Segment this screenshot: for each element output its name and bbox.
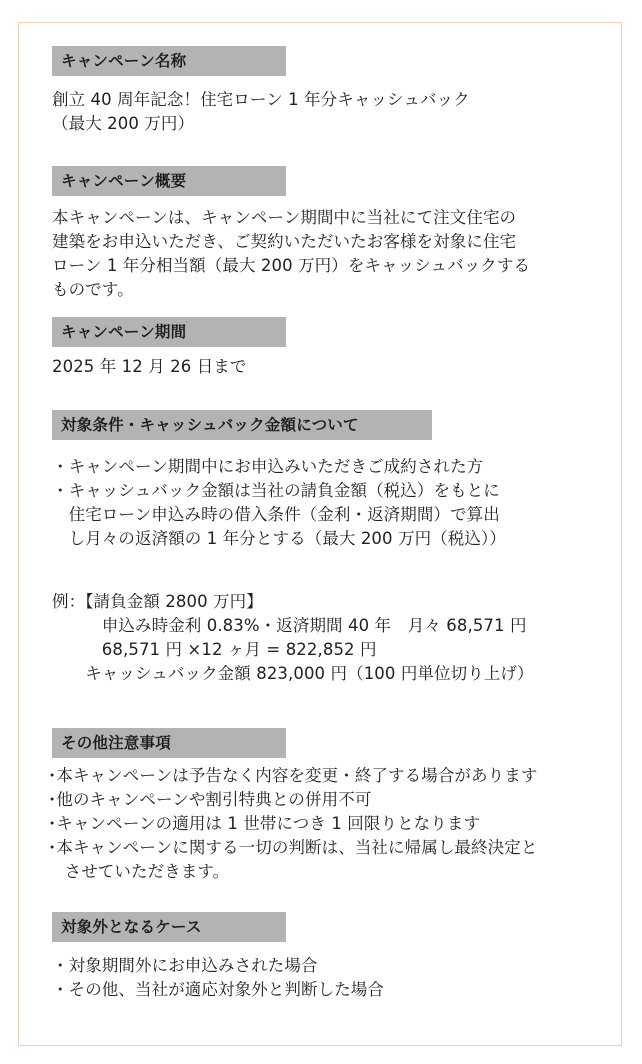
excluded-line: ・その他、当社が適応対象外と判断した場合 [52,980,384,999]
notes-line: ･本キャンペーンは予告なく内容を変更・終了する場合があります [48,766,538,785]
campaign-overview-text [52,206,530,302]
notes-line: させていただきます。 [48,862,230,881]
excluded-cases-heading: 対象外となるケース [52,912,286,942]
period-line: 2025 年 12 月 26 日まで [52,357,247,376]
conditions-text [52,455,506,551]
conditions-line: 住宅ローン申込み時の借入条件（金利・返済期間）で算出 [52,505,500,524]
overview-line: ものです。 [52,280,134,299]
conditions-line: し月々の返済額の 1 年分とする（最大 200 万円（税込）） [52,529,506,548]
campaign-period-heading: キャンペーン期間 [52,317,286,347]
excluded-line: ・対象期間外にお申込みされた場合 [52,956,318,975]
cashback-example [52,590,534,686]
example-line: 例：【請負金額 2800 万円】 [52,592,263,611]
example-line: 68,571 円 ×12 ヶ月 = 822,852 円 [52,640,377,659]
example-line: キャッシュバック金額 823,000 円（100 円単位切り上げ） [52,664,534,683]
notes-line: ･他のキャンペーンや割引特典との併用不可 [48,790,372,809]
notes-line: ･キャンペーンの適用は 1 世帯につき 1 回限りとなります [48,814,481,833]
campaign-name-text [52,88,470,136]
notes-line: ･本キャンペーンに関する一切の判断は、当社に帰属し最終決定と [48,838,538,857]
overview-line: 建築をお申込いただき、ご契約いただいたお客様を対象に住宅 [52,232,517,251]
campaign-overview-heading: キャンペーン概要 [52,166,286,196]
notes-text [48,764,537,884]
example-line: 申込み時金利 0.83%・返済期間 40 年 月々 68,571 円 [52,616,527,635]
campaign-name-heading: キャンペーン名称 [52,46,286,76]
overview-line: ローン 1 年分相当額（最大 200 万円）をキャッシュバックする [52,256,531,275]
conditions-line: ・キャンペーン期間中にお申込みいただきご成約された方 [52,457,484,476]
campaign-period-text [52,355,247,379]
conditions-heading: 対象条件・キャッシュバック金額について [52,410,432,440]
campaign-name-line: （最大 200 万円） [52,114,195,133]
overview-line: 本キャンペーンは、キャンペーン期間中に当社にて注文住宅の [52,208,517,227]
notes-heading: その他注意事項 [52,728,286,758]
excluded-cases-text [52,954,384,1002]
campaign-name-line: 創立 40 周年記念！住宅ローン 1 年分キャッシュバック [52,90,470,109]
conditions-line: ・キャッシュバック金額は当社の請負金額（税込）をもとに [52,481,500,500]
